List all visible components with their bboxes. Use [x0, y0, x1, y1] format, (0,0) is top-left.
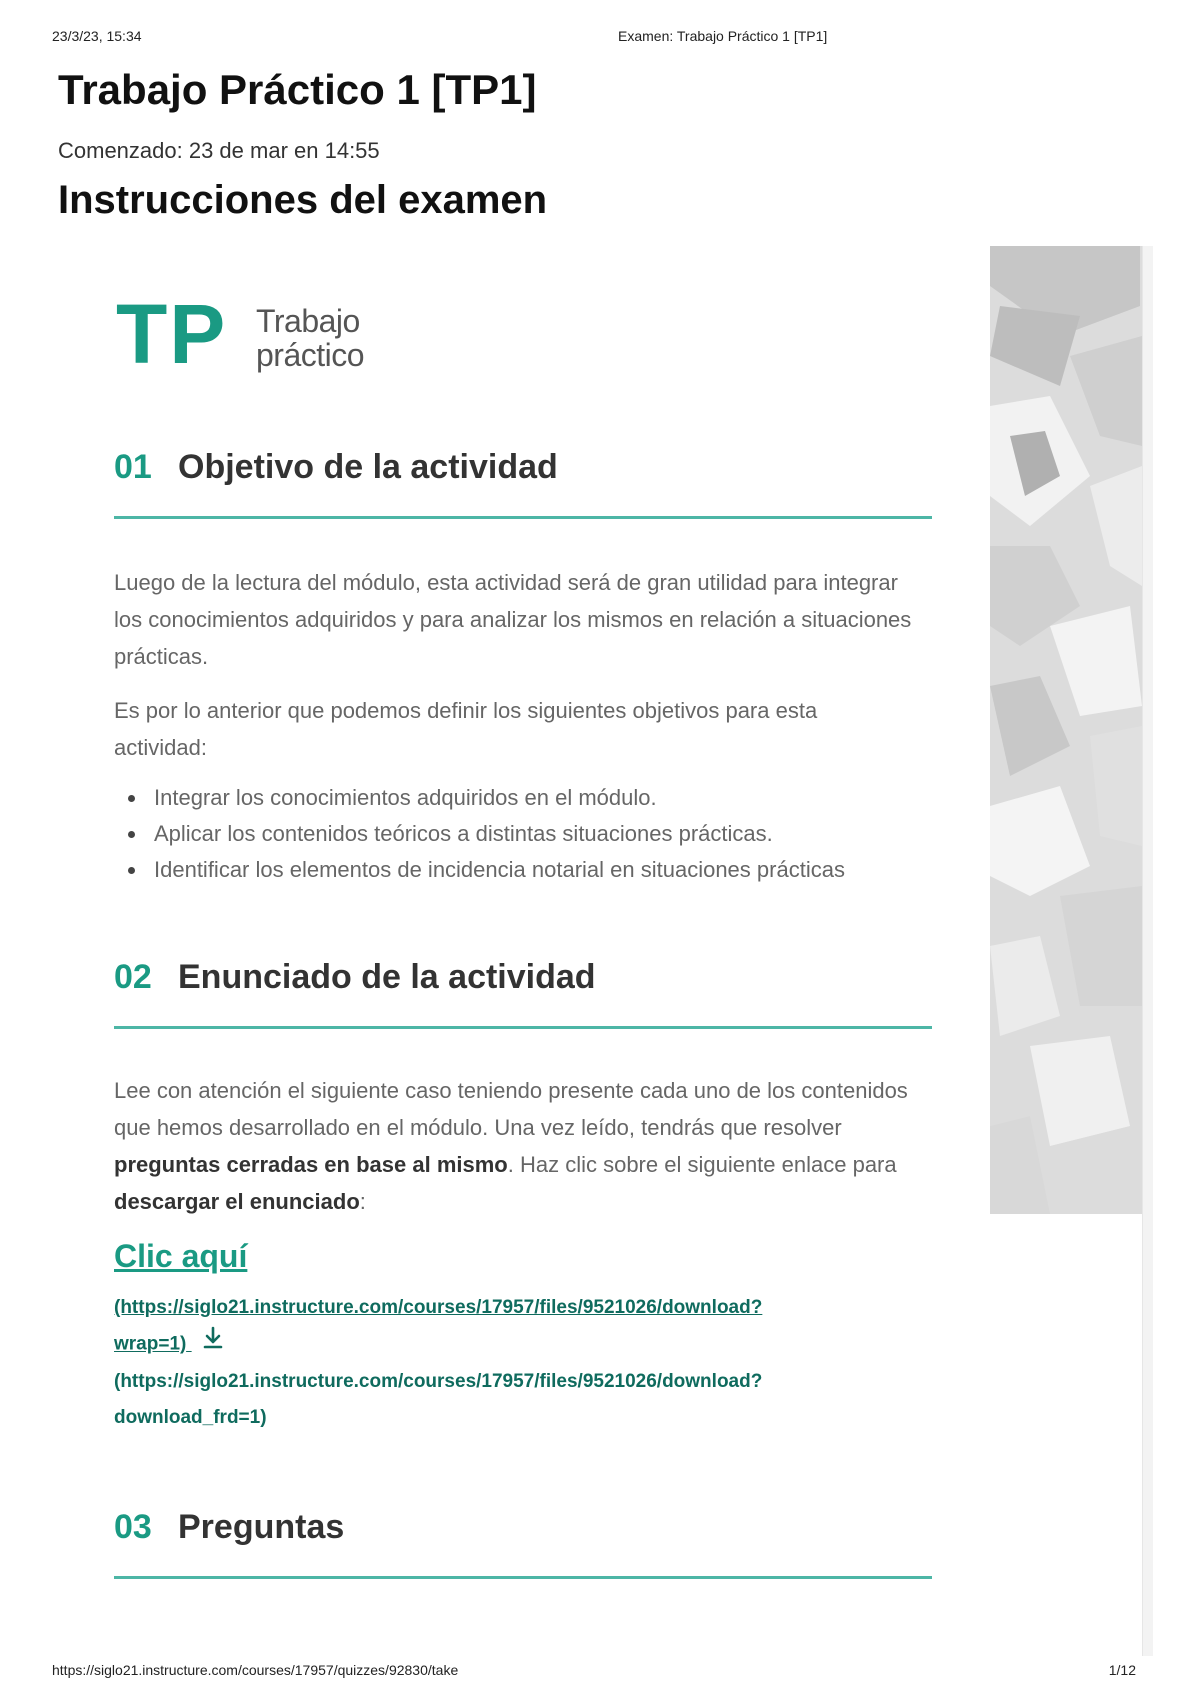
print-header [52, 28, 1148, 48]
scrollbar-track[interactable] [1142, 246, 1153, 1656]
print-doc-title: Examen: Trabajo Práctico 1 [TP1] [618, 28, 828, 44]
objetivo-paragraph-1: Luego de la lectura del módulo, esta actividad será de gran utilidad para integrar los conocimientos adquiridos y para analizar los mismos en relación a situaciones prácticas. [114, 570, 912, 669]
list-item: Identificar los elementos de incidencia notarial en situaciones prácticas [154, 852, 984, 888]
enunciado-paragraph [114, 1072, 914, 1220]
download-link-frd[interactable] [114, 1364, 914, 1436]
clic-aqui-link[interactable]: Clic aquí [114, 1238, 248, 1274]
download-icon[interactable] [202, 1326, 224, 1363]
download-link-frd-line2[interactable]: download_frd=1) [114, 1407, 267, 1428]
section-divider [114, 1026, 932, 1029]
section-objetivo-header [114, 448, 932, 518]
section-number: 01 [114, 448, 152, 486]
tp-logo-letters: TP [116, 287, 228, 381]
print-footer [52, 1662, 1148, 1682]
objetivos-list [114, 780, 984, 888]
section-title: Preguntas [178, 1508, 345, 1546]
tp-logo-word-line2: práctico [256, 337, 365, 373]
section-title: Objetivo de la actividad [178, 448, 558, 486]
enunciado-text-c: . Haz clic sobre el siguiente enlace para [507, 1152, 897, 1177]
instructions-title: Instrucciones del examen [58, 178, 548, 222]
enunciado-bold-descargar: descargar el enunciado [114, 1189, 360, 1214]
section-preguntas-header [114, 1508, 932, 1578]
enunciado-text-a: Lee con atención el siguiente caso teniendo presente cada uno de los contenidos que hemos desarrollado en el módulo. Una vez leído, tendrás que resolver [114, 1078, 908, 1140]
print-page-number: 1/12 [1108, 1662, 1136, 1678]
print-url: https://siglo21.instructure.com/courses/17957/quizzes/92830/take [52, 1662, 459, 1678]
enunciado-text-e: : [359, 1189, 366, 1214]
section-enunciado-header [114, 958, 932, 1028]
section-title: Enunciado de la actividad [178, 958, 596, 996]
download-icon-svg [202, 1326, 224, 1350]
section-number: 03 [114, 1508, 152, 1546]
download-link-wrap-line1[interactable]: (https://siglo21.instructure.com/courses/17957/files/9521026/download? [114, 1297, 763, 1318]
download-link-wrap-text[interactable]: wrap=1) [114, 1333, 187, 1355]
objetivo-paragraph-2: Es por lo anterior que podemos definir los siguientes objetivos para esta actividad: [114, 698, 818, 760]
download-link-wrap-line2[interactable] [114, 1326, 914, 1363]
decorative-architecture-image [990, 246, 1142, 1214]
list-item: Integrar los conocimientos adquiridos en el módulo. [154, 780, 984, 816]
started-timestamp: Comenzado: 23 de mar en 14:55 [58, 138, 380, 163]
print-date: 23/3/23, 15:34 [52, 28, 142, 44]
page-title: Trabajo Práctico 1 [TP1] [58, 66, 537, 113]
tp-logo-word [256, 304, 364, 372]
tp-logo-word-line1: Trabajo [256, 303, 360, 339]
section-number: 02 [114, 958, 152, 996]
download-link-wrap[interactable] [114, 1290, 914, 1363]
list-item: Aplicar los contenidos teóricos a distintas situaciones prácticas. [154, 816, 984, 852]
enunciado-bold-preguntas: preguntas cerradas en base al mismo [114, 1152, 508, 1177]
download-link-frd-line1[interactable]: (https://siglo21.instructure.com/courses/17957/files/9521026/download? [114, 1371, 763, 1392]
section-divider [114, 516, 932, 519]
section-divider [114, 1576, 932, 1579]
architecture-image-art [990, 246, 1142, 1214]
